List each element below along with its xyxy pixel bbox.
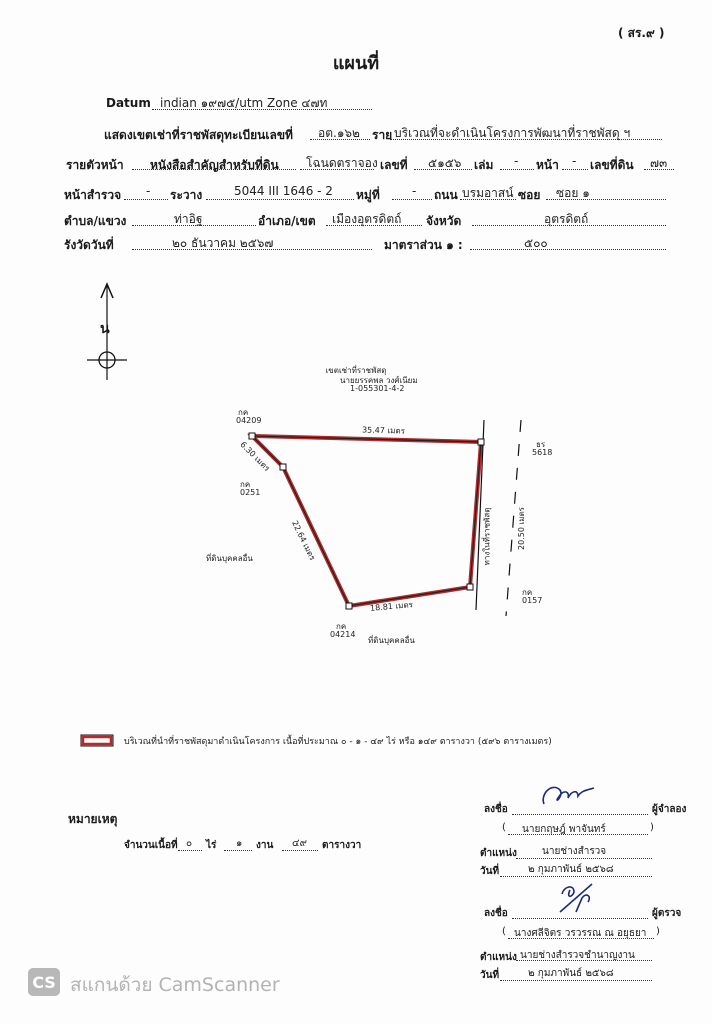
position-label: ตำแหน่ง xyxy=(480,952,517,963)
position-label: ตำแหน่ง xyxy=(480,848,517,859)
parcel-label: เลขที่ดิน xyxy=(590,158,634,172)
amphoe-label: อำเภอ/เขต xyxy=(258,214,316,228)
edge-length-bottom: 18.81 เมตร xyxy=(369,600,414,613)
ngan-value: ๑ xyxy=(236,838,243,849)
name-dots xyxy=(508,938,654,939)
position-dots xyxy=(516,960,652,961)
camscanner-watermark: สแกนด้วย CamScanner xyxy=(70,974,280,996)
title-deed: โฉนดตราจอง xyxy=(306,156,378,170)
soi-label: ซอย xyxy=(518,188,541,202)
date-label: รังวัดวันที่ xyxy=(64,238,114,252)
rai-value: ๐ xyxy=(186,838,193,849)
village-label: หมู่ที่ xyxy=(356,188,380,202)
signer-name: นายกฤษฎ์ พาจันทร์ xyxy=(522,824,606,835)
marker-label-code: 04209 xyxy=(236,416,262,425)
signature-2 xyxy=(552,878,602,918)
position-value: นายช่างสำรวจ xyxy=(542,846,607,857)
marker-label-kind: กค xyxy=(336,622,347,631)
parcel-value: ๗๓ xyxy=(650,156,668,170)
role-label: ผู้จำลอง xyxy=(652,804,687,815)
north-label: น xyxy=(100,321,110,337)
wa-value: ๔๙ xyxy=(292,838,307,849)
page-label: หน้า xyxy=(536,158,559,172)
survey-label: หน้าสำรวจ xyxy=(64,188,122,202)
neighbor-bottom: ที่ดินบุคคลอื่น xyxy=(368,636,415,645)
page-value: - xyxy=(572,154,577,168)
position-value: นายช่างสำรวจชำนาญงาน xyxy=(520,950,635,961)
tambon-value: ท่าอิฐ xyxy=(174,212,203,226)
date-dots xyxy=(500,876,652,877)
province-label: จังหวัด xyxy=(426,214,462,228)
marker-0251 xyxy=(280,464,286,470)
road-value: บรมอาสน์ xyxy=(462,186,514,200)
soi-value: ซอย ๑ xyxy=(556,186,590,200)
tenant-name: นายยรรคพล วงศ์เนียม xyxy=(340,376,418,385)
book-value: - xyxy=(514,154,519,168)
scale-value: ๕๐๐ xyxy=(524,236,548,250)
marker-label-kind: ธร xyxy=(536,440,546,449)
signature-1 xyxy=(538,778,598,810)
form-code: ( สร.๙ ) xyxy=(618,26,665,40)
parcel-boundary-fill xyxy=(252,436,481,606)
paren-open: ( xyxy=(502,926,506,937)
date-value: ๒๐ ธันวาคม ๒๕๖๗ xyxy=(172,236,274,250)
marker-04209 xyxy=(249,433,255,439)
marker-label-code: 04214 xyxy=(330,630,356,639)
tenant-id: 1-055301-4-2 xyxy=(350,384,405,393)
project-desc: บริเวณที่จะดำเนินโครงการพัฒนาที่ราชพัสดุ ฯ xyxy=(394,126,631,140)
marker-label-kind: กค xyxy=(238,408,249,417)
survey-value: - xyxy=(146,184,151,198)
name-dots xyxy=(508,834,648,835)
parcel-boundary xyxy=(252,436,481,606)
position-dots xyxy=(516,858,652,859)
date-label: วันที่ xyxy=(480,866,500,877)
area-label: จำนวนเนื้อที่ xyxy=(124,840,178,851)
scale-label: มาตราส่วน ๑ : xyxy=(384,238,463,252)
role-label: ผู้ตรวจ xyxy=(652,908,682,919)
no-value: ๕๑๕๖ xyxy=(428,156,462,170)
notes-title: หมายเหตุ xyxy=(68,812,118,826)
ngan-label: งาน xyxy=(256,840,274,851)
marker-label-code: 0251 xyxy=(240,488,261,497)
list-label: ราย xyxy=(372,128,393,142)
show-label: แสดงเขตเช่าที่ราชพัสดุทะเบียนเลขที่ xyxy=(104,128,293,142)
sheet-value: 5044 III 1646 - 2 xyxy=(234,184,333,198)
datum-value: indian ๑๙๗๕/utm Zone ๔๗ท xyxy=(160,96,328,110)
paren-close: ) xyxy=(656,926,660,937)
edge-length-short: 6.30 เมตร xyxy=(238,439,272,474)
marker-corner-ne xyxy=(478,439,484,445)
edge-length-top: 35.47 เมตร xyxy=(361,425,406,436)
edge-length-right: 20.50 เมตร xyxy=(516,507,526,550)
signer-name: นางศลีจิตร วรวรรณ ณ อยุธยา xyxy=(514,928,647,939)
no-label: เลขที่ xyxy=(380,158,408,172)
tambon-label: ตำบล/แขวง xyxy=(64,214,127,228)
date-value: ๒ กุมภาพันธ์ ๒๕๖๘ xyxy=(528,968,614,979)
marker-0157 xyxy=(467,584,473,590)
date-dots xyxy=(500,980,652,981)
sign-label: ลงชื่อ xyxy=(484,908,508,919)
province-value: อุตรดิตถ์ xyxy=(544,212,589,226)
village-value: - xyxy=(412,184,417,198)
marker-label-code: 0157 xyxy=(522,596,543,605)
camscanner-logo-icon: CS xyxy=(28,968,60,996)
date-label: วันที่ xyxy=(480,970,500,981)
sign-dots xyxy=(512,918,648,919)
page-title: แผนที่ xyxy=(332,53,380,74)
paren-close: ) xyxy=(650,822,654,833)
item-label: รายตัวหน้า xyxy=(66,158,124,172)
legend-swatch xyxy=(80,734,114,748)
date-value: ๒ กุมภาพันธ์ ๒๕๖๘ xyxy=(528,864,614,875)
marker-04214 xyxy=(346,603,352,609)
neighbor-left: ที่ดินบุคคลอื่น xyxy=(206,554,253,563)
doc-value: หนังสือสำคัญสำหรับที่ดิน xyxy=(150,158,279,172)
marker-label-kind: กค xyxy=(240,480,251,489)
paren-open: ( xyxy=(502,822,506,833)
amphoe-value: เมืองอุตรดิตถ์ xyxy=(332,212,402,226)
road-label: ถนน xyxy=(434,188,458,202)
road-label: ทางในที่ราชพัสดุ xyxy=(482,507,492,566)
wa-label: ตารางวา xyxy=(322,840,362,851)
marker-label-code: 5618 xyxy=(532,448,553,457)
reg-no: อต.๑๖๒ xyxy=(318,126,360,140)
datum-label: Datum xyxy=(106,96,151,110)
sign-label: ลงชื่อ xyxy=(484,804,508,815)
rai-label: ไร่ xyxy=(206,840,217,851)
between-label: ระวาง xyxy=(170,188,203,202)
edge-length-left: 22.64 เมตร xyxy=(290,519,317,562)
book-label: เล่ม xyxy=(474,158,494,172)
sign-dots xyxy=(512,814,648,815)
legend-text: บริเวณที่นำที่ราชพัสดุมาดำเนินโครงการ เนื้อที่ประมาณ ๐ - ๑ - ๔๙ ไร่ หรือ ๑๔๙ ตารางวา (๕๙๖ ตารางเมตร) xyxy=(124,737,552,747)
tenant-title: เขตเช่าที่ราชพัสดุ xyxy=(325,366,387,375)
marker-label-kind: กค xyxy=(522,588,533,597)
